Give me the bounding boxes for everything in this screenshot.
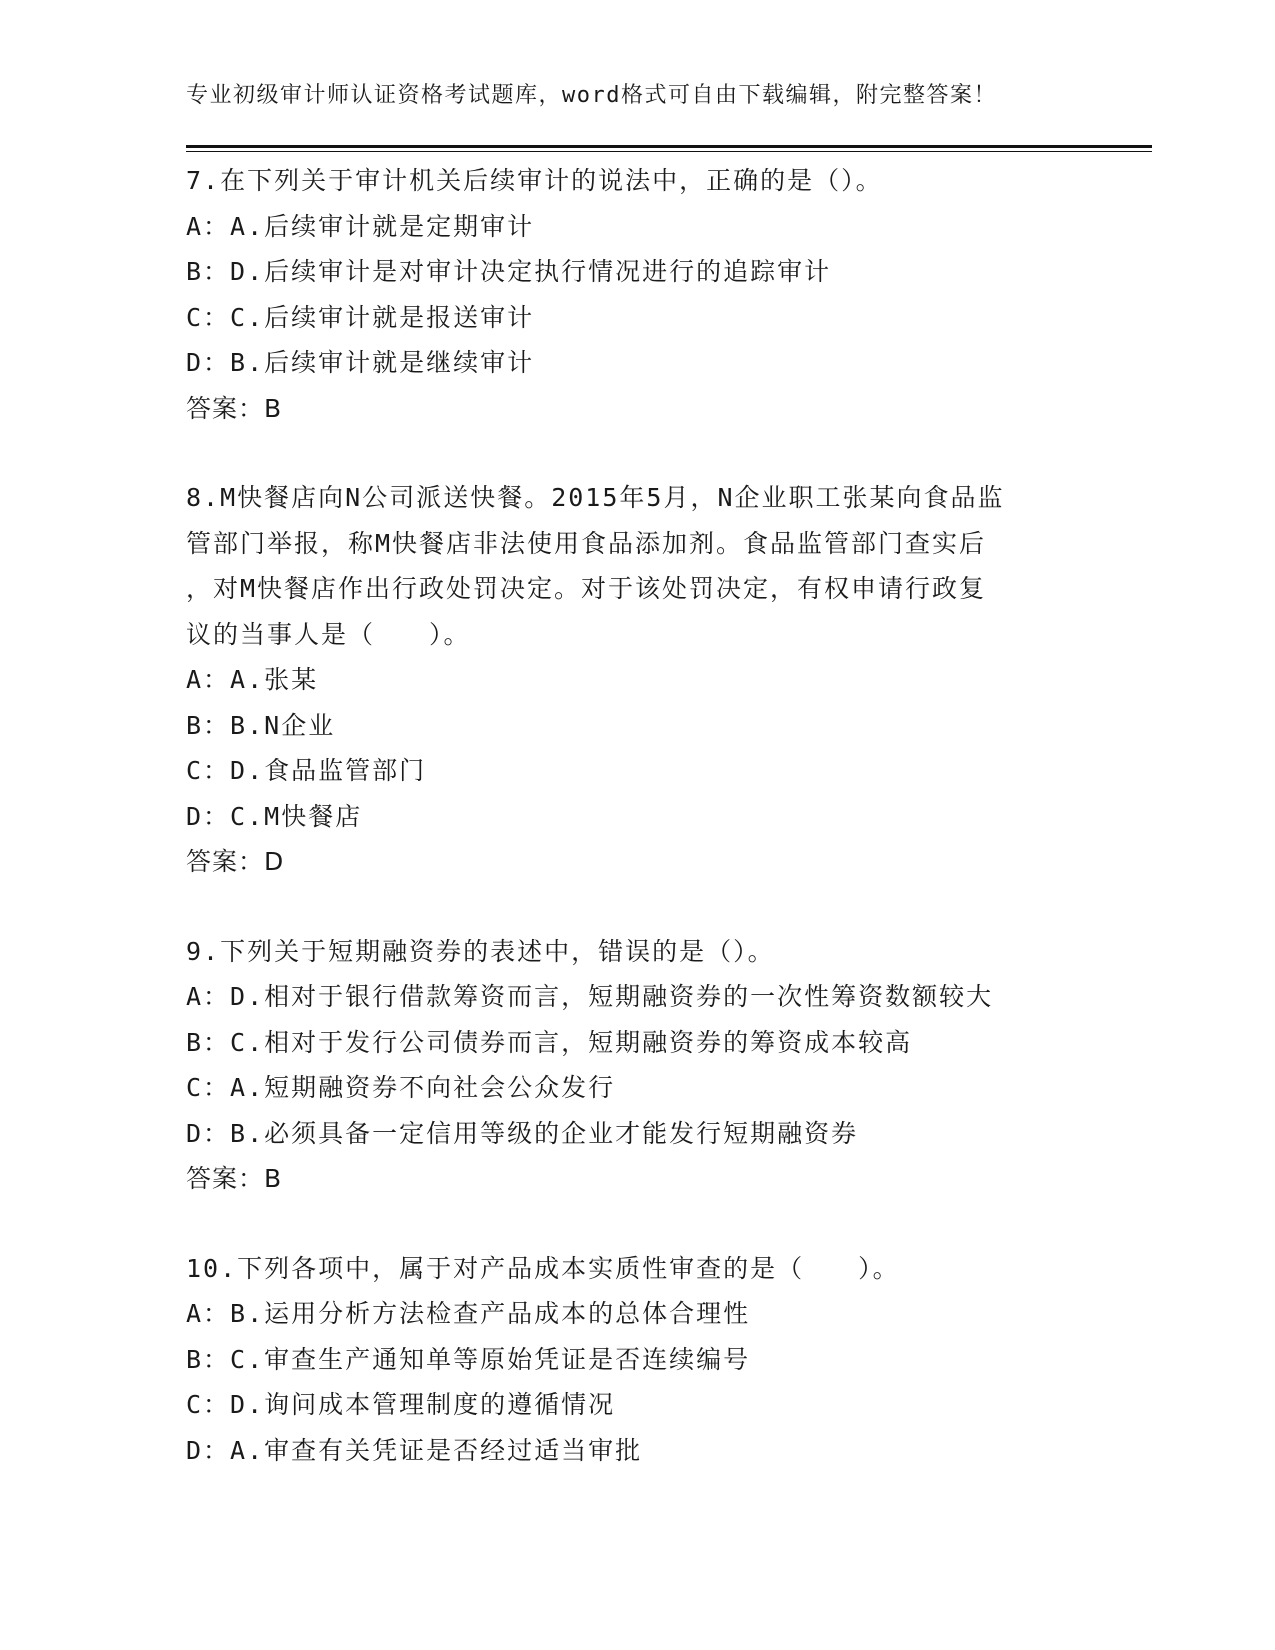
header-rule-thick	[186, 145, 1152, 148]
answer-line: 答案：D	[186, 847, 285, 876]
option-c: C：A.短期融资券不向社会公众发行	[186, 1073, 616, 1102]
question-8	[186, 475, 1086, 885]
option-d: D：B.后续审计就是继续审计	[186, 348, 535, 377]
option-d: D：C.M快餐店	[186, 801, 363, 831]
option-b: B：D.后续审计是对审计决定执行情况进行的追踪审计	[186, 257, 832, 286]
question-stem: 管部门举报，称M快餐店非法使用食品添加剂。食品监管部门查实后	[186, 528, 987, 558]
option-d: D：A.审查有关凭证是否经过适当审批	[186, 1435, 643, 1465]
header-rule-thin	[186, 151, 1152, 152]
option-c: C：C.后续审计就是报送审计	[186, 302, 535, 332]
question-stem: 8.M快餐店向N公司派送快餐。2015年5月，N企业职工张某向食品监	[186, 483, 1005, 512]
question-list	[186, 158, 1086, 1473]
question-stem: ，对M快餐店作出行政处罚决定。对于该处罚决定，有权申请行政复	[186, 574, 987, 603]
question-stem: 9.下列关于短期融资券的表述中，错误的是（）。	[186, 936, 775, 966]
question-stem: 议的当事人是（ ）。	[186, 619, 471, 649]
option-c: C：D.食品监管部门	[186, 756, 427, 785]
option-a: A：D.相对于银行借款筹资而言，短期融资券的一次性筹资数额较大	[186, 982, 994, 1011]
option-d: D：B.必须具备一定信用等级的企业才能发行短期融资券	[186, 1118, 859, 1148]
question-9	[186, 929, 1086, 1202]
answer-line: 答案：B	[186, 1164, 283, 1193]
option-c: C：D.询问成本管理制度的遵循情况	[186, 1390, 616, 1419]
question-7	[186, 158, 1086, 431]
question-10	[186, 1246, 1086, 1474]
option-b: B：B.N企业	[186, 710, 336, 740]
question-stem: 7.在下列关于审计机关后续审计的说法中，正确的是（）。	[186, 166, 883, 195]
option-a: A：A.后续审计就是定期审计	[186, 211, 535, 241]
option-b: B：C.审查生产通知单等原始凭证是否连续编号	[186, 1344, 751, 1374]
question-stem: 10.下列各项中，属于对产品成本实质性审查的是（ ）。	[186, 1253, 900, 1283]
option-a: A：B.运用分析方法检查产品成本的总体合理性	[186, 1299, 751, 1328]
answer-line: 答案：B	[186, 393, 283, 423]
option-b: B：C.相对于发行公司债券而言，短期融资券的筹资成本较高	[186, 1027, 913, 1057]
option-a: A：A.张某	[186, 665, 319, 694]
page-header: 专业初级审计师认证资格考试题库，word格式可自由下载编辑，附完整答案！	[186, 83, 997, 108]
